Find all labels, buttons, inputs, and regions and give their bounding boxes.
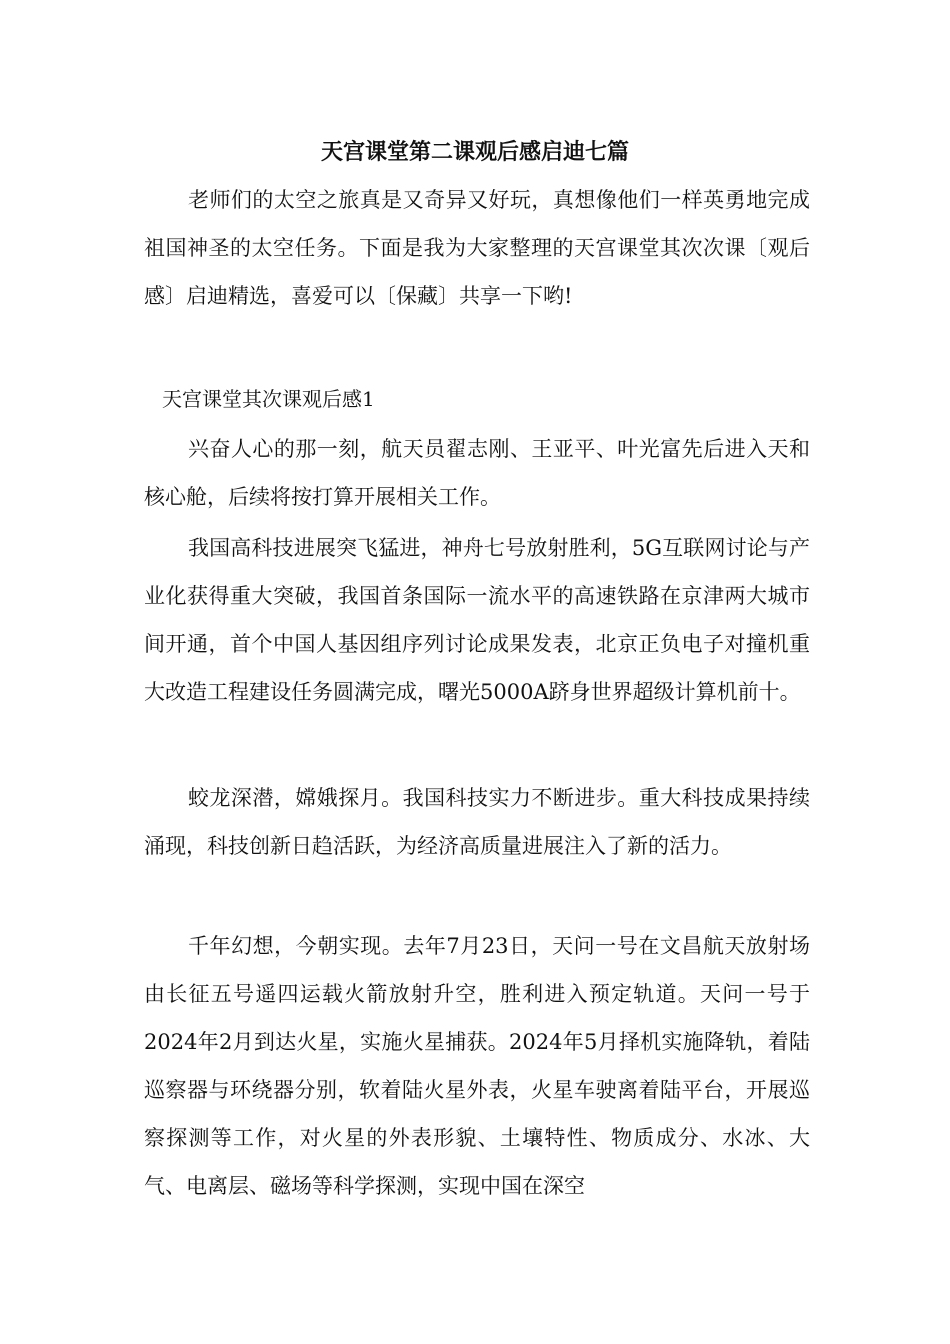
- body-paragraph-4: 千年幻想，今朝实现。去年7月23日，天问一号在文昌航天放射场由长征五号遥四运载火箭放射升空，胜利进入预定轨道。天问一号于2024年2月到达火星，实施火星捕获。2024年5月择机实施降轨，着陆巡察器与环绕器分别，软着陆火星外表，火星车驶离着陆平台，开展巡察探测等工作，对火星的外表形貌、土壤特性、物质成分、水冰、大气、电离层、磁场等科学探测，实现中国在深空: [144, 934, 810, 1198]
- intro-paragraph: 老师们的太空之旅真是又奇异又好玩，真想像他们一样英勇地完成祖国神圣的太空任务。下面是我为大家整理的天宫课堂其次次课〔观后感〕启迪精选，喜爱可以〔保藏〕共享一下哟!: [144, 188, 810, 308]
- body-paragraph-2: 我国高科技进展突飞猛进，神舟七号放射胜利，5G互联网讨论与产业化获得重大突破，我国首条国际一流水平的高速铁路在京津两大城市间开通，首个中国人基因组序列讨论成果发表，北京正负电子对撞机重大改造工程建设任务圆满完成，曙光5000A跻身世界超级计算机前十。: [144, 536, 810, 704]
- document-title: 天宫课堂第二课观后感启迪七篇: [320, 139, 629, 165]
- section-heading: 天宫课堂其次课观后感1: [162, 387, 375, 411]
- body-paragraph-1: 兴奋人心的那一刻，航天员翟志刚、王亚平、叶光富先后进入天和核心舱，后续将按打算开展相关工作。: [144, 437, 810, 509]
- body-paragraph-3: 蛟龙深潜，嫦娥探月。我国科技实力不断进步。重大科技成果持续涌现，科技创新日趋活跃，为经济高质量进展注入了新的活力。: [144, 786, 810, 858]
